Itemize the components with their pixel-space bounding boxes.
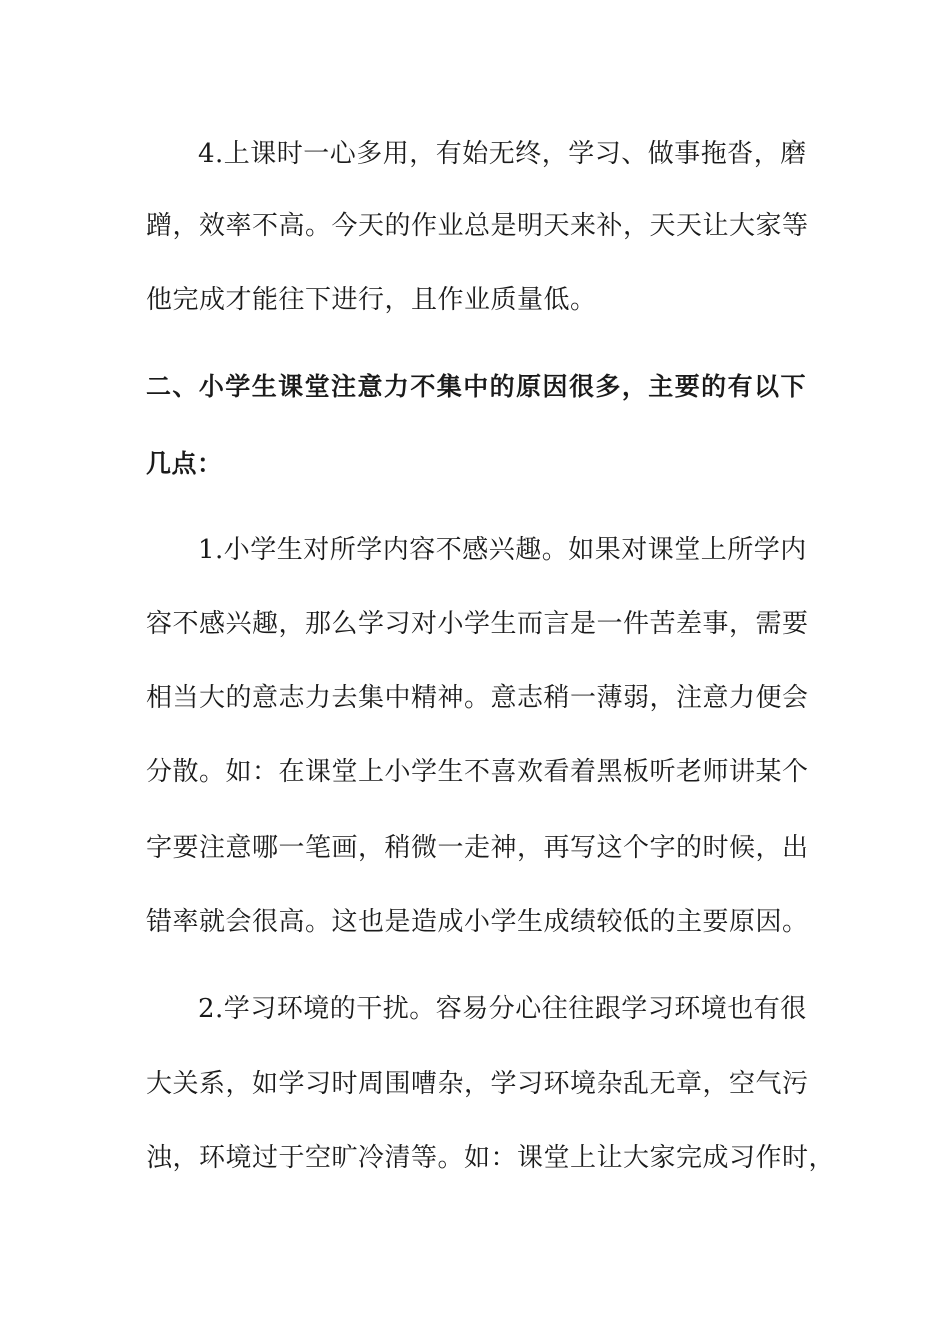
section-heading-line-1: 二、小学生课堂注意力不集中的原因很多，主要的有以下 [146, 372, 806, 401]
section-heading-line-2: 几点： [146, 449, 223, 478]
paragraph-1-line-1: 1.小学生对所学内容不感兴趣。如果对课堂上所学内 [198, 535, 807, 565]
paragraph-2-line-2: 大关系，如学习时周围嘈杂，学习环境杂乱无章，空气污 [146, 1069, 809, 1099]
paragraph-4-line-2: 蹭，效率不高。今天的作业总是明天来补，天天让大家等 [146, 211, 809, 241]
paragraph-2-line-1: 2.学习环境的干扰。容易分心往往跟学习环境也有很 [198, 994, 807, 1024]
paragraph-1-line-5: 字要注意哪一笔画，稍微一走神，再写这个字的时候，出 [146, 833, 809, 863]
paragraph-2-line-3: 浊，环境过于空旷冷清等。如：课堂上让大家完成习作时， [146, 1143, 836, 1173]
paragraph-4-line-3: 他完成才能往下进行，且作业质量低。 [146, 285, 597, 315]
paragraph-1-line-6: 错率就会很高。这也是造成小学生成绩较低的主要原因。 [146, 907, 809, 937]
paragraph-1-line-4: 分散。如：在课堂上小学生不喜欢看着黑板听老师讲某个 [146, 757, 809, 787]
paragraph-4-line-1: 4.上课时一心多用，有始无终，学习、做事拖沓，磨 [198, 139, 807, 169]
paragraph-1-line-2: 容不感兴趣，那么学习对小学生而言是一件苦差事，需要 [146, 609, 809, 639]
paragraph-1-line-3: 相当大的意志力去集中精神。意志稍一薄弱，注意力便会 [146, 683, 809, 713]
